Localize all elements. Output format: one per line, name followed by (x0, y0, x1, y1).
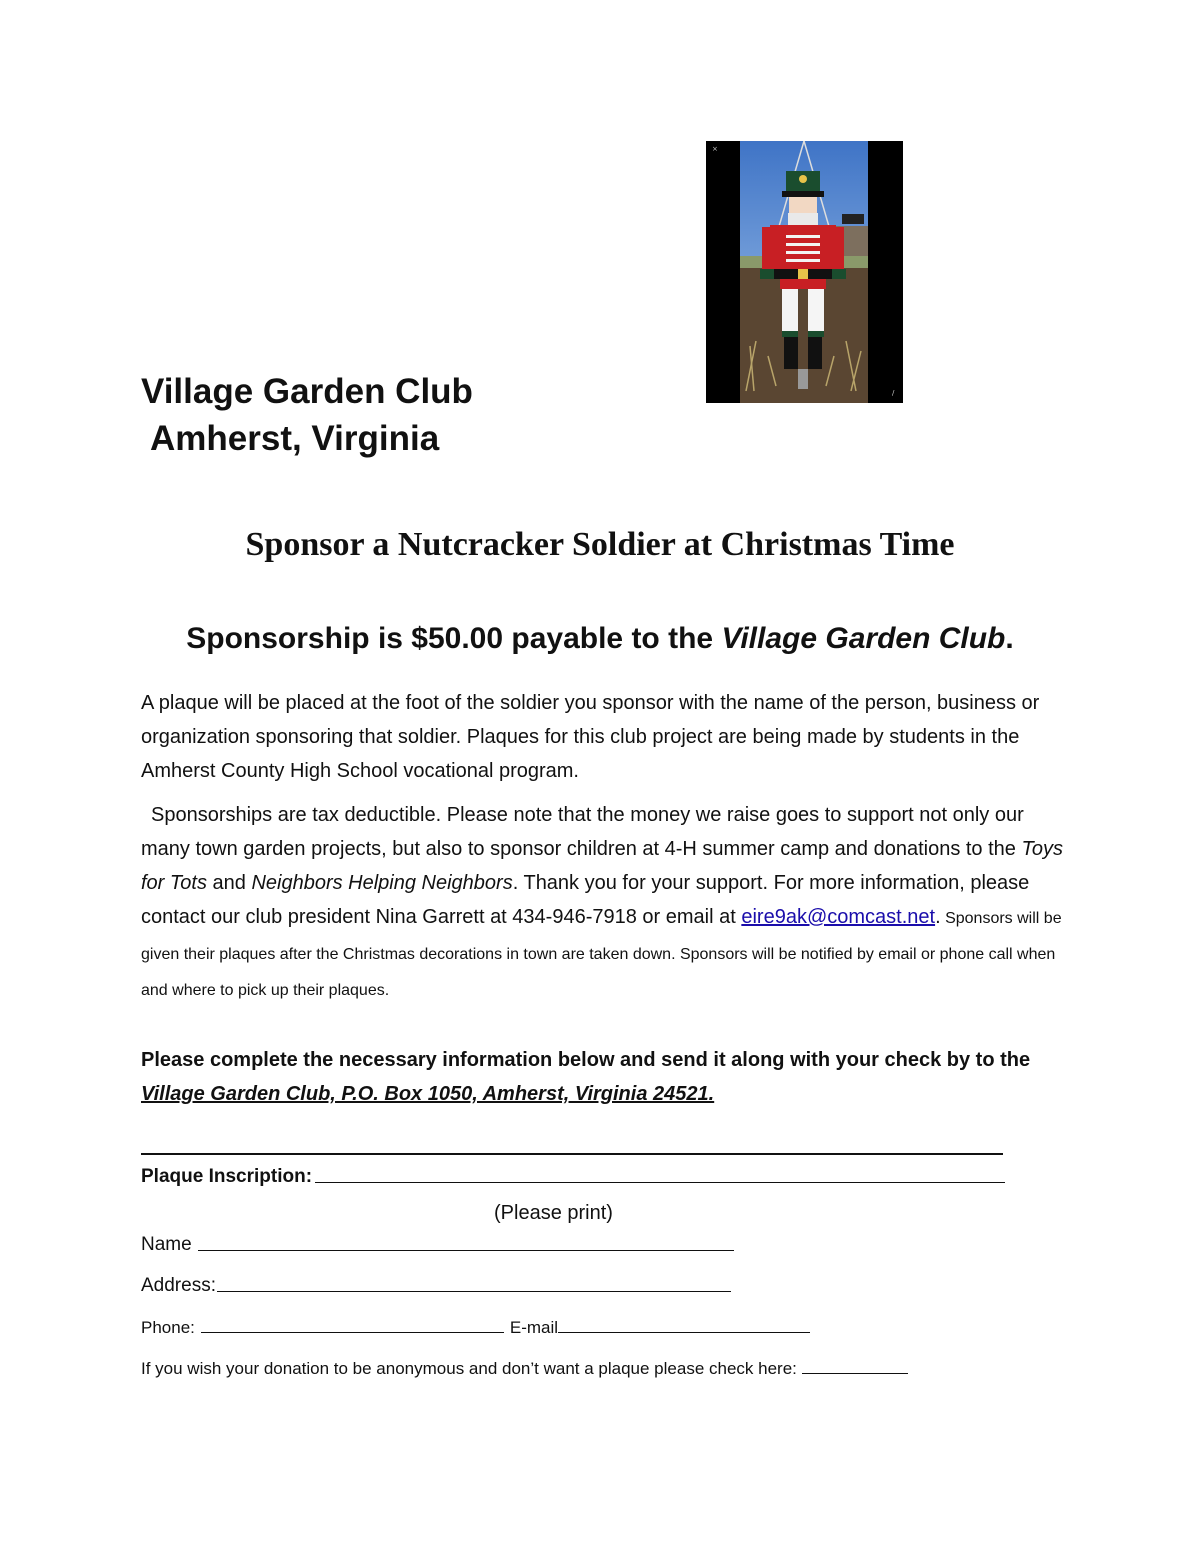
page-title: Sponsor a Nutcracker Soldier at Christmas Time (245, 526, 955, 563)
sponsorship-price (0, 622, 1200, 656)
address-line[interactable] (217, 1290, 731, 1292)
phone-label: Phone: (141, 1318, 195, 1337)
address-field[interactable] (141, 1275, 731, 1297)
price-club: Village Garden Club (721, 622, 1006, 655)
details-part3: . (935, 906, 941, 928)
plaque-inscription-line[interactable] (315, 1181, 1005, 1183)
club-location: Amherst, Virginia (150, 419, 440, 458)
email-link[interactable]: eire9ak@comcast.net (741, 906, 936, 928)
phone-email-field[interactable] (141, 1318, 810, 1338)
anonymous-label: If you wish your donation to be anonymous and don’t want a plaque please check here: (141, 1359, 797, 1378)
neighbors-helping: Neighbors Helping Neighbors (251, 872, 513, 894)
details-part2: . Thank you for your support. For more information, please contact our club president Nina Garrett at 434-946-7918 or email at (141, 872, 1030, 928)
anonymous-checkline[interactable] (802, 1372, 908, 1374)
name-label: Name (141, 1234, 192, 1255)
svg-text:×: × (712, 145, 718, 153)
sponsorship-details (141, 798, 1071, 1008)
svg-text:/: / (892, 389, 895, 397)
plaque-description: A plaque will be placed at the foot of the soldier you sponsor with the name of the person, business or organization sponsoring that soldier. Plaques for this club project are being made by students in the Amherst County High School vocational program. (141, 692, 1040, 782)
toys-for-tots: Toys for Tots (141, 838, 1063, 894)
email-line[interactable] (558, 1331, 810, 1333)
club-name: Village Garden Club (141, 372, 473, 411)
plaque-inscription-label: Plaque Inscription: (141, 1166, 313, 1187)
address-label: Address: (141, 1275, 216, 1296)
phone-line[interactable] (201, 1331, 504, 1333)
details-and: and (206, 872, 252, 894)
anonymous-field[interactable] (141, 1359, 908, 1379)
name-line[interactable] (198, 1249, 734, 1251)
instructions-text: Please complete the necessary information below and send it along with your check by to the (141, 1049, 1031, 1071)
email-label: E-mail (509, 1318, 559, 1337)
nutcracker-soldier-photo (706, 141, 903, 403)
price-suffix: . (1005, 622, 1014, 655)
price-prefix: Sponsorship is $50.00 payable to the (186, 622, 722, 655)
club-heading (141, 368, 473, 462)
name-field[interactable] (141, 1234, 734, 1256)
pickup-note: Sponsors will be given their plaques after the Christmas decorations in town are taken down. Sponsors will be notified by email or phone call when and where to pick up their plaques. (141, 910, 1062, 999)
separator-line (141, 1153, 1003, 1155)
plaque-inscription-field[interactable] (141, 1166, 1005, 1188)
mailing-instructions (141, 1043, 1081, 1111)
details-part1: Sponsorships are tax deductible. Please note that the money we raise goes to support not only our many town garden projects, but also to sponsor children at 4-H summer camp and donations to the (141, 804, 1024, 860)
please-print-note: (Please print) (494, 1202, 613, 1224)
mailing-address: Village Garden Club, P.O. Box 1050, Amherst, Virginia 24521. (141, 1083, 715, 1105)
